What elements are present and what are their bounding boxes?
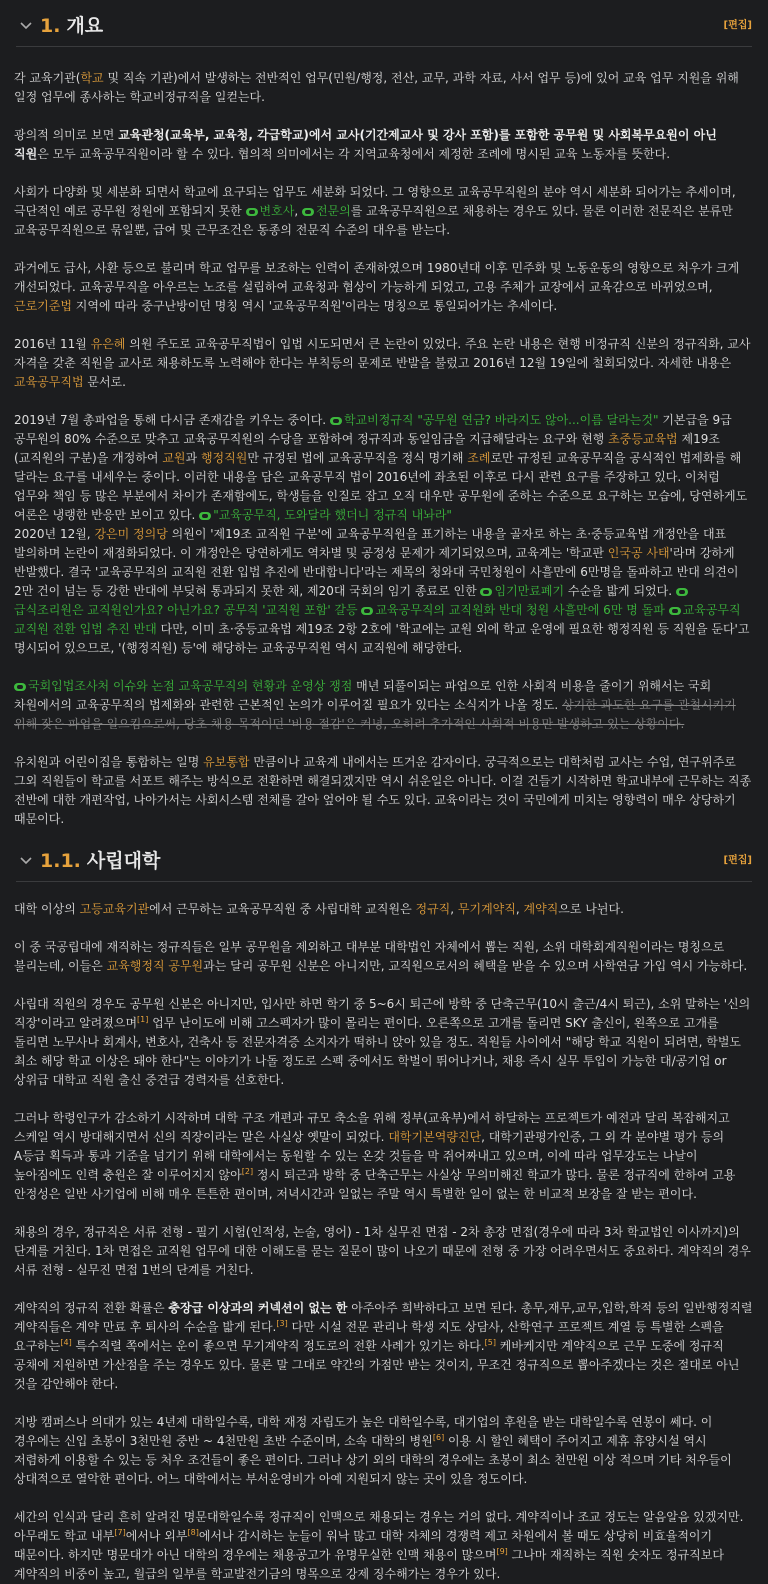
edit-link[interactable]: [편집] <box>723 855 752 866</box>
paragraph-q4: 그러나 학령인구가 감소하기 시작하며 대학 구조 개편과 규모 축소을 위해 정부(교육부)에서 하달하는 프로젝트가 예전과 달리 복잡해지고 스케일 역시 방대해지면서 신의 직장이라는 말은 사실상 옛말이 되었다. 대학기본역량진단, 대학기관평가인증, 그 외 각 분야별 평가 등의 A등급 획득과 통과 기준을 넘기기 위해 대학에서는 동원할 수 있는 온갖 것들을 막 쥐어짜내고 있으며, 이에 따라 업무강도는 나날이 높아짐에도 인력 충원은 잘 이루어지지 않아[2] 정시 퇴근과 방학 중 단축근무는 사실상 무의미해진 학교가 많다. 물론 정규직에 한하여 고용 안정성은 일반 사기업에 비해 매우 튼튼한 편이며, 저녁시간과 일없는 주말 역시 특별한 일이 없는 한 비교적 보장을 잘 받는 편이다. <box>14 1111 736 1201</box>
paragraph-1: 각 교육기관(학교 및 직속 기관)에서 발생하는 전반적인 업무(민원/행정, 전산, 교무, 과학 자료, 사서 업무 등)에 있어 교육 업무 지원을 위해 일정 업무에 종사하는 학교비정규직을 일컫는다. <box>14 71 739 104</box>
chevron-down-icon[interactable] <box>18 18 34 34</box>
link-icon <box>480 588 492 596</box>
link-ipa[interactable]: 인국공 사태 <box>607 546 670 560</box>
link-icon <box>361 607 373 615</box>
link-assessment[interactable]: 대학기본역량진단 <box>388 1130 482 1144</box>
link-icon <box>199 512 211 520</box>
link-higher-edu[interactable]: 고등교육기관 <box>79 902 150 916</box>
footnote-9[interactable]: [9] <box>496 1547 508 1556</box>
footnote-2[interactable]: [2] <box>241 1167 254 1176</box>
link-expiry[interactable]: 임기만료폐기 <box>494 584 565 598</box>
link-social-service[interactable]: 사회복무요원 <box>608 128 678 142</box>
link-icon <box>676 588 688 596</box>
paragraph-8: 국회입법조사처 이슈와 논점 교육공무직의 현황과 운영상 쟁점 매년 되풀이되는 파업으로 인한 사회적 비용을 줄이기 위해서는 국회 차원에서의 교육공무직의 법제화와 관련한 근본적인 논의가 이루어질 필요가 있다는 소식지가 나올 정도. 상기한 과도한 요구를 관철시키기 위해 잦은 파업을 일으킴으로써, 당초 채용 목적이던 '비용 절감'은 커녕, 오히려 추가적인 사회적 비용만 발생하고 있는 상황이다. <box>14 679 736 731</box>
link-icon <box>330 417 342 425</box>
footnote-7[interactable]: [7] <box>114 1528 126 1537</box>
link-ordinance[interactable]: 조례 <box>467 451 491 465</box>
paragraph-q7: 지방 캠퍼스나 의대가 있는 4년제 대학일수록, 대학 재정 자립도가 높은 대학일수록, 대기업의 후원을 받는 대학일수록 연봉이 쎄다. 이 경우에는 신입 초봉이 3천만원 중반 ~ 4천만원 초반 수준이며, 소속 대학의 병원[6] 이용 시 할인 혜택이 주어지고 제휴 휴양시설 역시 저렴하게 이용할 수 있는 등 처우 조건들이 좋은 편이다. 그러나 상기 외의 대학의 경우에는 초봉이 최소 천만원 이상 적으며 기타 처우들이 상대적으로 열악한 편이다. 어느 대학에서는 부서운영비가 아예 지원되지 않는 곳이 있을 정도이다. <box>14 1415 732 1486</box>
paragraph-7: 2020년 12월, 강은미 정의당 의원이 '제19조 교직원 구분'에 교육공무직원을 표기하는 내용을 골자로 하는 초·중등교육법 개정안을 대표 발의하며 논란이 재점화되었다. 이 개정안은 당연하게도 역차별 및 공정성 문제가 제기되었으며, 교육계는 '학교판 인국공 사태'라며 강하게 반발했다. 결국 '교육공무직의 교직원 전환 입법 추진에 반대합니다'라는 제목의 청와대 국민청원이 사흘만에 6만명을 돌파하고 반대 의견이 2만 건이 넘는 등 강한 반대에 부딪혀 통과되지 못한 채, 제20대 국회의 임기 종료로 인한 임기만료폐기 수순을 밟게 되었다. 급식조리원은 교직원인가요? 아닌가요? 공무직 '교직원 포함' 갈등 교육공무직의 교직원화 반대 청원 사흘만에 6만 명 돌파 교육공무직 교직원 전환 입법 추진 반대 다만, 이미 초·중등교육법 제19조 2항 2호에 '학교에는 교원 외에 학교 운영에 필요한 행정직원 등 직원을 둔다'고 명시되어 있으므로, '(행정직원) 등'에 해당하는 교육공무직원 역시 교직원에 해당한다. <box>14 527 750 655</box>
footnote-4[interactable]: [4] <box>60 1338 72 1347</box>
footnote-3[interactable]: [3] <box>276 1319 288 1328</box>
link-kang[interactable]: 강은미 <box>94 527 130 541</box>
news-link-3[interactable]: 급식조리원은 교직원인가요? 아닌가요? 공무직 '교직원 포함' 갈등 <box>14 603 358 617</box>
link-edu-act[interactable]: 초중등교육법 <box>608 432 678 446</box>
link-lawyer[interactable]: 변호사 <box>259 204 295 218</box>
link-indefinite[interactable]: 무기계약직 <box>457 902 516 916</box>
link-icon <box>246 208 258 216</box>
link-justice-party[interactable]: 정의당 <box>133 527 168 541</box>
link-contract[interactable]: 계약직 <box>523 902 559 916</box>
paragraph-q5: 채용의 경우, 정규직은 서류 전형 - 필기 시험(인적성, 논술, 영어) - 1차 실무진 면접 - 2차 총장 면접(경우에 따라 3차 학교법인 이사까지)의 단계를 거친다. 1차 면접은 교직원 업무에 대한 이해도를 묻는 질문이 많이 나오기 때문에 전형 중 가장 어려우면서도 중요하다. 계약직의 경우 서류 전형 - 실무진 면접 1번의 단계를 거친다. <box>14 1225 751 1277</box>
link-specialist[interactable]: 전문의 <box>315 204 351 218</box>
link-admin-staff[interactable]: 행정직원 <box>200 451 248 465</box>
footnote-8[interactable]: [8] <box>187 1528 199 1537</box>
section-header-private-univ <box>16 841 752 882</box>
paragraph-q2: 이 중 국공립대에 재직하는 정규직들은 일부 공무원을 제외하고 대부분 대학법인 자체에서 뽑는 직원, 소위 대학회계직원이라는 명칭으로 불리는데, 이들은 교육행정직 공무원과는 달리 공무원 신분은 아니지만, 교직원으로서의 혜택을 받을 수 있으며 사학연금 가입 역시 가능하다. <box>14 940 748 973</box>
paragraph-q1: 대학 이상의 고등교육기관에서 근무하는 교육공무직원 중 사립대학 교직원은 정규직, 무기계약직, 계약직으로 나뉜다. <box>14 902 624 916</box>
section-number: 1.1. 사립대학 <box>40 850 161 872</box>
edit-link[interactable]: [편집] <box>723 20 752 31</box>
paragraph-q3: 사립대 직원의 경우도 공무원 신분은 아니지만, 입사만 하면 학기 중 5~6시 퇴근에 방학 중 단축근무(10시 출근/4시 퇴근), 소위 말하는 '신의 직장'이라고 알려졌으며[1] 업무 난이도에 비해 고스펙자가 많이 몰리는 편이다. 오른쪽으로 고개를 돌리면 SKY 출신이, 왼쪽으로 고개를 돌리면 노무사나 회계사, 변호사, 건축사 등 전문자격증 소지자가 떡하니 앉아 있을 정도. 직원들 사이에서 "해당 학교 직원이 되려면, 학벌도 최소 해당 학교 이상은 돼야 한다"는 이야기가 나돌 정도로 스펙 중에서도 학벌이 뛰어나거나, 채용 즉시 실무 투입이 가능한 대/공기업 or 상위급 대학교 직원 출신 중견급 경력자를 선호한다. <box>14 997 751 1087</box>
link-icon <box>302 208 314 216</box>
link-labor-law[interactable]: 근로기준법 <box>14 299 72 313</box>
paragraph-q6: 계약직의 정규직 전환 확률은 충장급 이상과의 커넥션이 없는 한 아주아주 희박하다고 보면 된다. 총무,재무,교무,입학,학적 등의 일반행정직렬 계약직들은 계약 만료 후 퇴사의 수순을 밟게 된다.[3] 다만 시설 전문 관리나 학생 지도 상담사, 산학연구 프로젝트 계열 등 특별한 스펙을 요구하는[4] 특수직렬 쪽에서는 운이 좋으면 무기계약직 정도로의 전환 사례가 있기는 하다.[5] 케바케지만 계약직으로 근무 도중에 정규직 공채에 지원하면 가산점을 주는 경우도 있다. 물론 말 그대로 약간의 가점만 받는 것이지, 무조건 정규직으로 뽑아주겠다는 것은 절대로 아닌 것을 감안해야 한다. <box>14 1301 753 1391</box>
link-yoo[interactable]: 유은혜 <box>90 337 126 351</box>
link-regular[interactable]: 정규직 <box>415 902 451 916</box>
section-header-overview <box>16 6 752 47</box>
link-icon <box>669 607 681 615</box>
news-link-1[interactable]: 학교비정규직 "공무원 연금? 바라지도 않아...이름 달라는것" <box>343 413 659 427</box>
section-number: 1. 개요 <box>40 15 104 37</box>
paragraph-2: 광의적 의미로 보면 교육관청(교육부, 교육청, 각급학교)에서 교사(기간제교사 및 강사 포함)를 포함한 공무원 및 사회복무요원이 아닌 직원은 모두 교육공무직원이라 할 수 있다. 협의적 의미에서는 각 지역교육청에서 제정한 조례에 명시된 교육 노동자를 뜻한다. <box>14 128 717 161</box>
paragraph-9: 유치원과 어린이집을 통합하는 일명 유보통합 만큼이나 교육계 내에서는 뜨거운 감자이다. 궁극적으로는 대학처럼 교사는 수업, 연구위주로 그외 직원들이 학교를 서포트 해주는 방식으로 전환하면 해결되겠지만 역시 쉬운일은 아니다. 이걸 건들기 시작하면 학교내부에 근무하는 직종 전반에 대한 개편작업, 나아가서는 사회시스템 전체를 갈아 엎어야 될 수도 있다. 교육이라는 것이 국민에게 미치는 영향력이 매우 상당하기 때문이다. <box>14 755 752 826</box>
news-link-2[interactable]: "교육공무직, 도와달라 했더니 정규직 내놔라" <box>213 508 452 522</box>
footnote-1[interactable]: [1] <box>137 1015 149 1024</box>
news-link-4[interactable]: 교육공무직의 교직원화 반대 청원 사흘만에 6만 명 돌파 <box>375 603 665 617</box>
chevron-down-icon[interactable] <box>18 853 34 869</box>
link-teacher[interactable]: 교원 <box>162 451 186 465</box>
news-link-5[interactable]: 교육공무직 교직원 전환 입법 추진 반대 <box>14 603 741 636</box>
section-title: 개요 <box>66 15 104 37</box>
paragraph-4: 과거에도 급사, 사환 등으로 불리며 학교 업무를 보조하는 인력이 존재하였으며 1980년대 이후 민주화 및 노동운동의 영향으로 처우가 크게 개선되었다. 교육공무직을 아우르는 노조를 설립하여 교육청과 협상이 가능하게 되었고, 고용 주체가 교장에서 교육감으로 바뀌었으며, 근로기준법 지역에 따라 중구난방이던 명칭 역시 '교육공무직원'이라는 명칭으로 통일되어가는 추세이다. <box>14 261 740 313</box>
news-link-6[interactable]: 국회입법조사처 이슈와 논점 교육공무직의 현황과 운영상 쟁점 <box>28 679 353 693</box>
link-school[interactable]: 학교 <box>80 71 104 85</box>
link-icon <box>14 683 26 691</box>
paragraph-5: 2016년 11월 유은혜 의원 주도로 교육공무직법이 입법 시도되면서 큰 논란이 있었다. 주요 논란 내용은 현행 비정규직 신분의 정규직화, 교사 자격을 갖춘 직원을 교사로 채용하도록 노력해야 한다는 부칙등의 문제로 반발을 불렀고 2016년 12월 19일에 철회되었다. 자세한 내용은 교육공무직법 문서로. <box>14 337 751 389</box>
paragraph-3: 사회가 다양화 및 세분화 되면서 학교에 요구되는 업무도 세분화 되었다. 그 영향으로 교육공무직원의 분야 역시 세분화 되어가는 추세이며, 극단적인 예로 공무원 정원에 포함되지 못한 변호사, 전문의를 교육공무직원으로 채용하는 경우도 있다. 물론 이러한 전문직은 분류만 교육공무직원으로 묶일뿐, 급여 및 근무조건은 동종의 전문직 수준의 대우를 받는다. <box>14 185 736 237</box>
link-edu-admin[interactable]: 교육행정직 공무원 <box>106 959 204 973</box>
paragraph-q8: 세간의 인식과 달리 흔히 알려진 명문대학일수록 정규직이 인맥으로 채용되는 경우는 거의 없다. 계약직이나 조교 정도는 알음알음 있겠지만. 아무래도 학교 내부[7]에서나 외부[8]에서나 감시하는 눈들이 워낙 많고 대학 자체의 경쟁력 제고 차원에서 볼 때도 상당히 비효율적이기 때문이다. 하지만 명문대가 아닌 대학의 경우에는 채용공고가 유명무실한 인맥 채용이 많으며[9] 그나마 재직하는 직원 숫자도 정규직보다 계약직의 비중이 높고, 월급의 일부를 학교발전기금의 명목으로 강제 징수해가는 경우가 있다. <box>14 1510 744 1581</box>
section-title: 사립대학 <box>86 850 161 872</box>
footnote-5[interactable]: [5] <box>484 1338 496 1347</box>
footnote-6[interactable]: [6] <box>432 1433 445 1442</box>
link-edu-law[interactable]: 교육공무직법 <box>14 375 84 389</box>
paragraph-6: 2019년 7월 총파업을 통해 다시금 존재감을 키우는 중이다. 학교비정규직 "공무원 연금? 바라지도 않아...이름 달라는것" 기본급을 9급 공무원의 80% 수준으로 맞추고 교육공무직원의 수당을 포함하여 정규직과 동일임금을 지급해달라는 요구와 현행 초중등교육법 제19조(교직원의 구분)을 개정하여 교원과 행정직원만 규정된 법에 교육공무직을 정식 명기해 조례로만 규정된 교육공무직을 공식적인 법제화를 해 달라는 요구를 내세우는 중이다. 이러한 내용을 담은 교육공무직 법이 2016년에 좌초된 이후로 다시 관련 요구를 주장하고 있다. 이처럼 업무와 책임 등 많은 부분에서 차이가 존재함에도, 학생들을 인질로 잡고 오직 대우만 공무원에 준하는 수준으로 요구하는 모습에, 당연하게도 여론은 냉랭한 반응만 보이고 있다. "교육공무직, 도와달라 했더니 정규직 내놔라" <box>14 413 748 522</box>
link-integration[interactable]: 유보통합 <box>203 755 250 769</box>
